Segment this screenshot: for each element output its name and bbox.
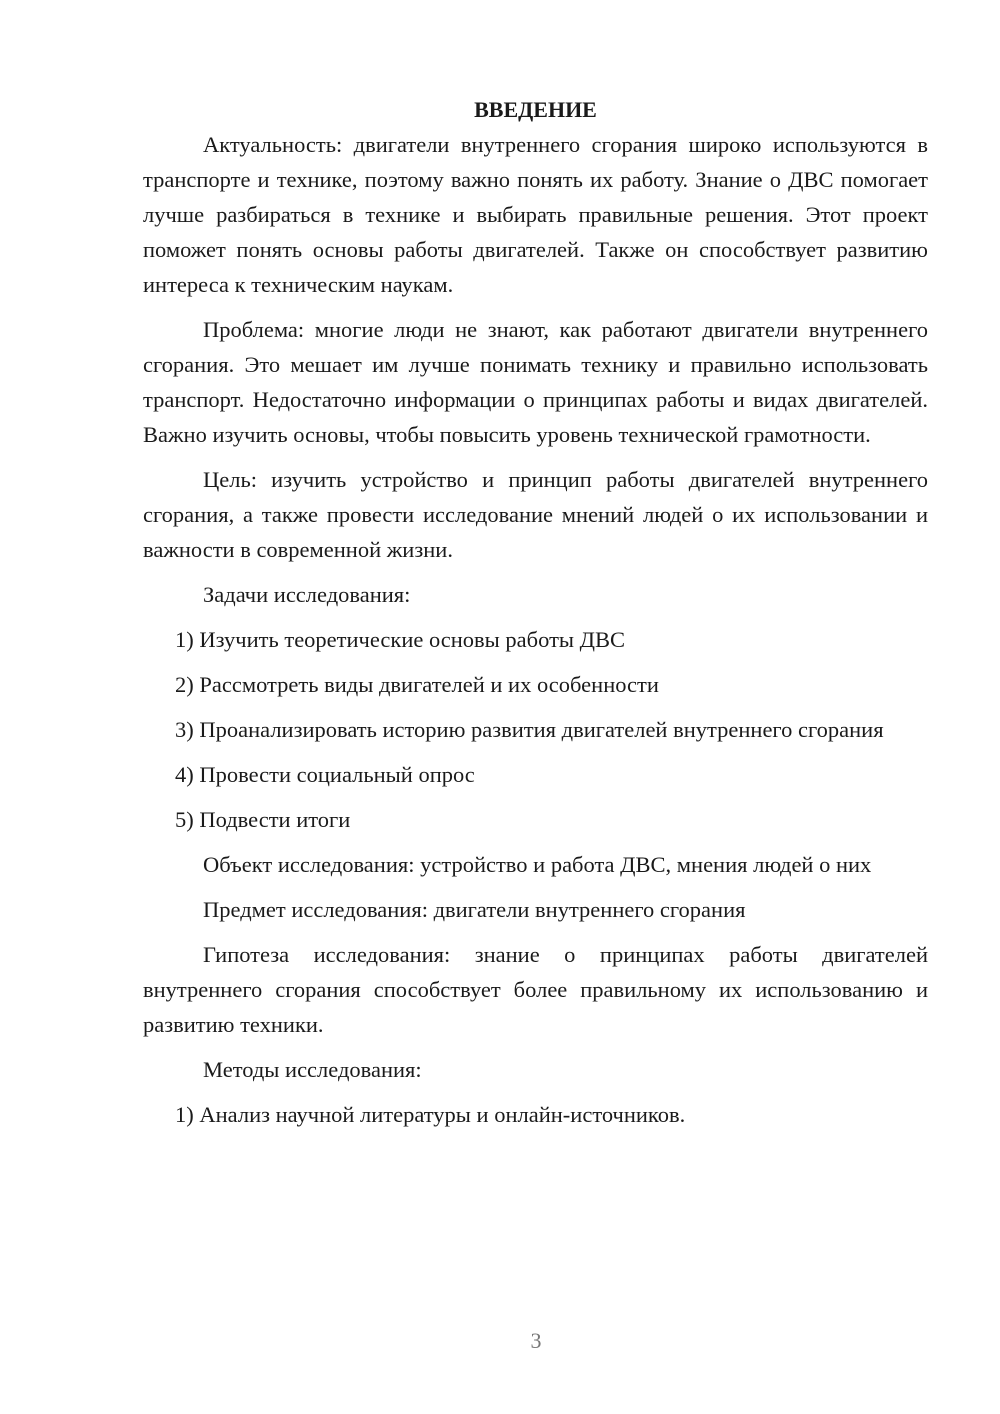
page-number: 3 xyxy=(530,1328,542,1353)
document-page xyxy=(143,92,928,1142)
task-item-1: 1) Изучить теоретические основы работы ДВС xyxy=(175,627,625,652)
object-paragraph: Объект исследования: устройство и работа ДВС, мнения людей о них xyxy=(203,852,872,877)
section-title: ВВЕДЕНИЕ xyxy=(474,97,597,122)
relevance-paragraph: Актуальность: двигатели внутреннего сгорания широко используются в транспорте и технике, поэтому важно понять их работу. Знание о ДВС помогает лучше разбираться в технике и выбирать правильные решения. Этот проект поможет понять основы работы двигателей. Также он способствует развитию интереса к техническим наукам. xyxy=(143,132,928,297)
task-item-5: 5) Подвести итоги xyxy=(175,807,351,832)
task-item-2: 2) Рассмотреть виды двигателей и их особенности xyxy=(175,672,659,697)
goal-paragraph: Цель: изучить устройство и принцип работы двигателей внутреннего сгорания, а также провести исследование мнений людей о их использовании и важности в современной жизни. xyxy=(143,467,928,562)
task-item-4: 4) Провести социальный опрос xyxy=(175,762,475,787)
task-item-3: 3) Проанализировать историю развития двигателей внутреннего сгорания xyxy=(175,717,884,742)
hypothesis-paragraph: Гипотеза исследования: знание о принципах работы двигателей внутреннего сгорания способствует более правильному их использованию и развитию техники. xyxy=(143,942,928,1037)
problem-paragraph: Проблема: многие люди не знают, как работают двигатели внутреннего сгорания. Это мешает им лучше понимать технику и правильно использовать транспорт. Недостаточно информации о принципах работы и видах двигателей. Важно изучить основы, чтобы повысить уровень технической грамотности. xyxy=(143,317,928,447)
tasks-heading: Задачи исследования: xyxy=(203,582,411,607)
method-item-1: 1) Анализ научной литературы и онлайн-источников. xyxy=(175,1102,686,1127)
subject-paragraph: Предмет исследования: двигатели внутреннего сгорания xyxy=(203,897,746,922)
methods-heading: Методы исследования: xyxy=(203,1057,422,1082)
